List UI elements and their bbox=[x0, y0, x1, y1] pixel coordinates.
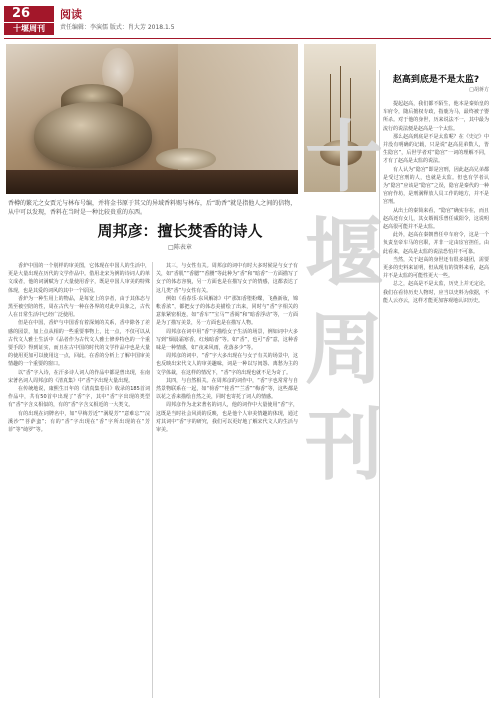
paragraph: 从出土的秦简来看，“隐官”确实存在，而且赵高还有女儿，其女婿阎乐曾任咸阳令，这说明赵高很可能并不是太监。 bbox=[383, 207, 489, 231]
article-title: 周邦彦：擅长焚香的诗人 bbox=[97, 222, 263, 240]
article-author: □陈表章 bbox=[168, 244, 192, 251]
paragraph: 提起赵高，我们都不陌生，他本是秦始皇的车府令，随后擅权专政，指鹿为马，最终被子婴所杀。对于他的身世，历来说法不一，其中最为流行的说法便是赵高是一个太监。 bbox=[383, 101, 489, 132]
table-surface bbox=[6, 170, 298, 194]
column-divider bbox=[152, 262, 153, 698]
paragraph: 在传统地说，康熙生日年的《清真集卷目》收录的185首词作品中，共有50首中出现了“香”字，其中“香”字出现的类型有“香”字含义相似的，有的“香”字含义相近的一大类文。 bbox=[8, 386, 150, 409]
incense-plate bbox=[156, 148, 216, 170]
article-column-1 bbox=[8, 262, 150, 698]
paragraph: 以“香”字入诗，在汗多诗人词人的作品中都是曾出现，在南宋著名词人周邦彦的《清真集》中“香”字出现大量出现。 bbox=[8, 369, 150, 384]
censer-body bbox=[34, 102, 152, 168]
paragraph: 那么赵高到底是不是太监呢？在《史记》中并没有明确的记载，只是说“赵高昆弟数人，皆生隐宫”，后世学者对“隐宫”一词的理解不同，才有了赵高是太监的说法。 bbox=[383, 133, 489, 165]
paragraph: 香炉为一种生用上的物品，是每宽上的享者，由于其体态与黑至被空陪的性，周在古代与一种在各界的对此中具象之，古代人在日常生活中已经广泛使用。 bbox=[8, 295, 150, 319]
paragraph: 其四，与自然相关。在周邦彦的词作中，“香”字也常常与自然景物联系在一起，如“荷香”“桂香”“兰香”“梅香”等，这些都是以花之香来描绘自然之美，同时也寄托了词人的情感。 bbox=[156, 377, 298, 401]
article-column-2 bbox=[156, 262, 298, 698]
page-header bbox=[0, 0, 495, 40]
paragraph: 此外，赵高在秦朝曾任中车府令，这是一个负责皇帝车马的官职，并非一定由宦官担任。由此看来，赵高是太监的说法恐怕并不可靠。 bbox=[383, 232, 489, 255]
paragraph: 当然，关于赵高的身世还有很多谜团，需要更多的史料来证明，但从现有的资料来看，赵高并不是太监的可能性更大一些。 bbox=[383, 256, 489, 280]
column-divider bbox=[379, 70, 380, 698]
issue-number: 26 bbox=[4, 6, 54, 22]
paragraph: 其三，与女性有关。周邦彦的词中有时大多时候是与女子有关，如“香肌”“香腮”“香腰”等此种为“香”和“暗香”一方面描写了女子的体态容貌，另一方面也是在描写女子的情感，这都表达了这几类“香”与女性有关。 bbox=[156, 263, 298, 294]
editor-credits: 责任编辑：李演儒 版式：肖大芳 2018.1.5 bbox=[60, 24, 175, 31]
issue-badge bbox=[4, 6, 54, 36]
sidebar-column bbox=[383, 100, 489, 697]
paper-name: 十堰周刊 bbox=[4, 23, 54, 35]
photo-caption: 香樽的繁元之女贾元与林布号编，并将金书原于其父的异域香料赐与林布，后“助香”就是指他人之间的信物，从中可以发现，香料在当时是一种比较贵重的东西。 bbox=[8, 200, 297, 216]
paragraph: 但是在中国，香炉与中国香有着深刻的关系，香中除各了差感的园景，加上点从相的一些重要事物上，比一点，不仅可以从古代文人雅士生活中《品者作为古代文人雅士修养特色的一个重要手段》得到证实，而且在古中国的时代的文学作品中也是大量的使用更加可以使用这一点，回此，在香的分析上了解中国审美情趣的一个重要的窗口。 bbox=[8, 320, 150, 368]
paragraph: 例如《看春乐·东风解冻》中“那知香堕粉蝶，飞燕新妆，锦帐香浓”，都把女子的体态美描绘了出来，同时与“香”字相关的意象紧密相连，如“香车”“宝马”“香阁”和“暗香浮动”等，一方面是为了描写美景，另一方面也是在描写人物。 bbox=[156, 295, 298, 327]
sidebar-author: □胡蒋方 bbox=[469, 87, 489, 93]
paragraph: 周邦彦的词中，“香”字大多出现在与女子有关的场景中，这也反映出宋代文人的审美趣味，词是一种以写闺怨、离愁为主的文学体裁，在这样的情况下，“香”字的出现也就不足为奇了。 bbox=[156, 353, 298, 376]
section-title: 阅读 bbox=[60, 8, 82, 21]
paragraph: 总之，赵高是不是太监，历史上并无定论，我们在看待历史人物时，应当以史料为依据，不能人云亦云，这样才能更加客观地认识历史。 bbox=[383, 281, 489, 304]
paragraph: 香炉中国的一个别样的审美图，它体现在中国人的生活中，更是大量出现在历代的文学作品中。借用北宋为例的诗词人的单文成者，他的词满赋为了大量使用香字，既是中国人审美的特殊体现，也是其爱的词风的其中一个原因。 bbox=[8, 263, 150, 294]
paragraph: 周邦彦在词中用“香”字描绘女子生活的场景，例如词中大多写到“烟晨霜寒香，红烛暗香”等。如“香”，也可“香”意，这种香味是一种情感，如“夜来风雨，花落多少”等。 bbox=[156, 328, 298, 352]
paragraph: 有的出现在词牌名中，如“早梅芳近”“满堤芳”“意难忘”“浣溪沙”“菩萨蛮”；有的“香”字出现在“香”字所出现的在“芳菲”等“绮罗”等。 bbox=[8, 410, 150, 434]
incense-burner-photo bbox=[6, 44, 298, 194]
sidebar-title: 赵高到底是不是太监? bbox=[392, 75, 480, 85]
header-rule bbox=[4, 38, 491, 39]
watermark: 十堰周刊 bbox=[304, 112, 379, 491]
paragraph: 周邦彦作为北宋著名的词人，他的词作中大量使用“香”字，这既是当时社会风尚的反映，也是他个人审美情趣的体现，通过对其词中“香”字的研究，我们可以更好地了解宋代文人的生活与审美。 bbox=[156, 402, 298, 434]
paragraph: 有人认为“隐宫”即是宫刑，因此赵高兄弟都是受过宫刑的人，也就是太监。但也有学者认为“隐宫”应该是“隐官”之误，隐官是秦代的一种官府作坊，是刑满释放人员工作的地方，并不是宫刑。 bbox=[383, 166, 489, 206]
